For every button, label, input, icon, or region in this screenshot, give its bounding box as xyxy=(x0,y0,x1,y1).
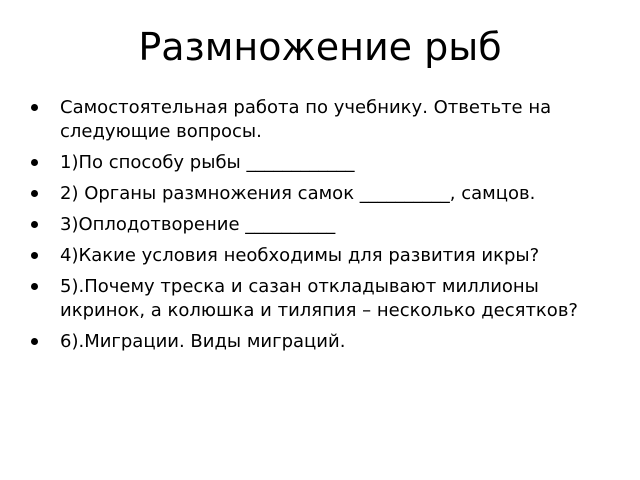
bullet-icon xyxy=(31,104,38,111)
bullet-text: 4)Какие условия необходимы для развития икры? xyxy=(60,245,540,266)
bullet-list xyxy=(30,96,620,361)
list-item xyxy=(30,151,620,175)
bullet-icon xyxy=(31,252,38,259)
bullet-text: 6).Миграции. Виды миграций. xyxy=(60,331,346,352)
list-item xyxy=(30,244,620,268)
bullet-icon xyxy=(31,338,38,345)
list-item xyxy=(30,213,620,237)
list-item xyxy=(30,182,620,206)
bullet-text: 5).Почему треска и сазан откладывают миллионы икринок, а колюшка и тиляпия – несколько десятков? xyxy=(60,276,578,321)
bullet-text: 2) Органы размножения самок __________, самцов. xyxy=(60,183,536,204)
bullet-icon xyxy=(31,221,38,228)
bullet-text: 3)Оплодотворение __________ xyxy=(60,214,336,235)
slide-title: Размножение рыб xyxy=(138,25,502,69)
list-item xyxy=(30,330,620,354)
list-item xyxy=(30,275,620,323)
bullet-icon xyxy=(31,159,38,166)
bullet-icon xyxy=(31,190,38,197)
bullet-text: 1)По способу рыбы ____________ xyxy=(60,152,355,173)
bullet-icon xyxy=(31,283,38,290)
bullet-text: Самостоятельная работа по учебнику. Ответьте на следующие вопросы. xyxy=(60,97,552,142)
list-item xyxy=(30,96,620,144)
